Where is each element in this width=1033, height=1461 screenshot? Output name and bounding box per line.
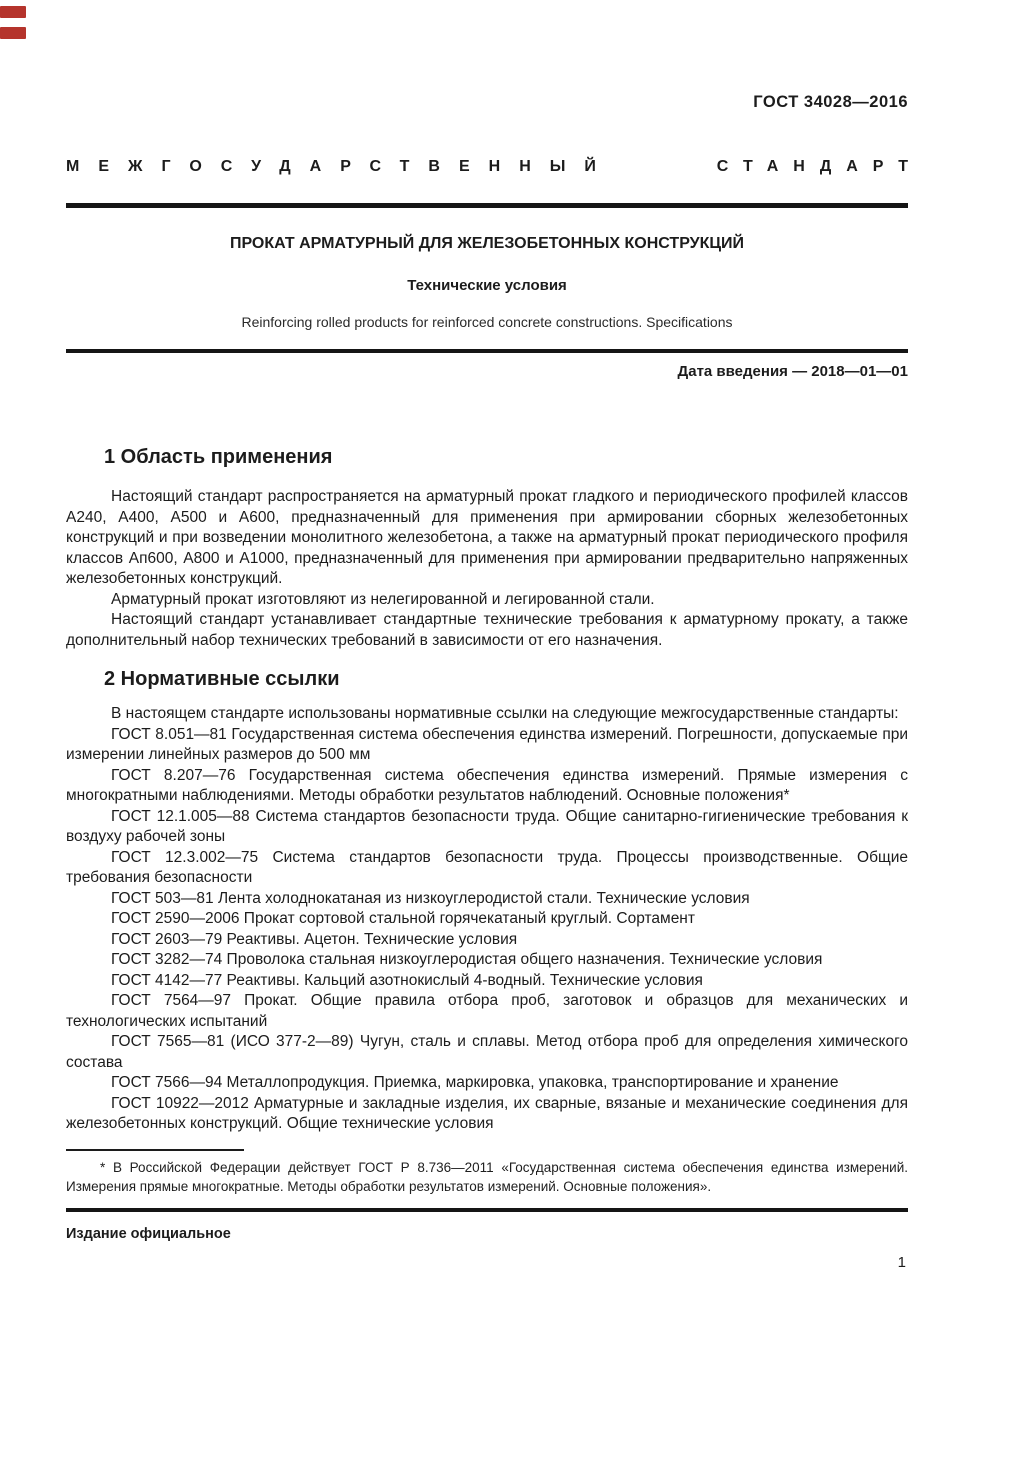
header-divider-rule [66,203,908,208]
section-1-heading: 1 Область применения [104,446,333,468]
scan-artifact-mark [0,27,26,39]
normative-reference: ГОСТ 2590—2006 Прокат сортовой стальной горячекатаный круглый. Сортамент [111,910,695,927]
effective-date: Дата введения — 2018—01—01 [677,363,908,380]
page-content [66,0,923,1271]
scan-artifact-mark [0,6,26,18]
normative-reference: ГОСТ 10922—2012 Арматурные и закладные изделия, их сварные, вязаные и механические соединения для железобетонных конструкций. Общие технические условия [66,1094,908,1132]
normative-reference: ГОСТ 7565—81 (ИСО 377-2—89) Чугун, сталь и сплавы. Метод отбора проб для определения химического состава [66,1033,908,1071]
document-title: ПРОКАТ АРМАТУРНЫЙ ДЛЯ ЖЕЛЕЗОБЕТОННЫХ КОНСТРУКЦИЙ [229,235,745,252]
standard-kind-banner [66,158,923,176]
edition-note: Издание официальное [66,1225,231,1242]
normative-reference: ГОСТ 8.207—76 Государственная система обеспечения единства измерений. Прямые измерения с многократными наблюдениями. Методы обработки результатов наблюдений. Основные положения* [66,766,908,804]
document-title-english: Reinforcing rolled products for reinforced concrete constructions. Specifications [241,314,733,330]
footnote-separator-rule [66,1149,244,1151]
normative-reference: ГОСТ 12.3.002—75 Система стандартов безопасности труда. Процессы производственные. Общие требования безопасности [66,848,908,886]
paragraph: Арматурный прокат изготовляют из нелегированной и легированной стали. [111,590,655,608]
doc-number: ГОСТ 34028—2016 [753,93,908,111]
normative-reference: ГОСТ 3282—74 Проволока стальная низкоуглеродистая общего назначения. Технические условия [111,951,823,968]
section-2-heading: 2 Нормативные ссылки [104,668,340,690]
normative-reference: ГОСТ 7566—94 Металлопродукция. Приемка, маркировка, упаковка, транспортирование и хранение [111,1074,839,1091]
normative-reference: ГОСТ 503—81 Лента холоднокатаная из низкоуглеродистой стали. Технические условия [111,889,750,907]
paragraph: Настоящий стандарт распространяется на арматурный прокат гладкого и периодического профилей классов А240, А400, А500 и А600, предназначенный для применения при армировании сборных железобетонных конструкций и при возведении монолитного железобетона, а также на арматурный прокат периодического профиля классов Ап600, А800 и А1000, предназначенный для применения при армировании предварительно напряженных железобетонных конструкций. [66,488,908,587]
paragraph: Настоящий стандарт устанавливает стандартные технические требования к арматурному прокату, а также дополнительный набор технических требований в зависимости от его назначения. [66,611,908,649]
normative-reference: ГОСТ 7564—97 Прокат. Общие правила отбора проб, заготовок и образцов для механических и технологических испытаний [66,992,908,1030]
paragraph: В настоящем стандарте использованы нормативные ссылки на следующие межгосударственные стандарты: [111,705,899,722]
normative-reference: ГОСТ 4142—77 Реактивы. Кальций азотнокислый 4-водный. Технические условия [111,971,703,989]
footer-divider-rule [66,1208,908,1212]
footnote-text: * В Российской Федерации действует ГОСТ Р 8.736—2011 «Государственная система обеспечения единства измерений. Измерения прямые многократные. Методы обработки результатов измерений. Основные положения». [66,1159,908,1194]
normative-reference: ГОСТ 8.051—81 Государственная система обеспечения единства измерений. Погрешности, допускаемые при измерении линейных размеров до 500 мм [66,725,908,763]
title-divider-rule [66,349,908,353]
normative-reference: ГОСТ 2603—79 Реактивы. Ацетон. Технические условия [111,930,518,948]
normative-reference: ГОСТ 12.1.005—88 Система стандартов безопасности труда. Общие санитарно-гигиенические требования к воздуху рабочей зоны [66,807,908,845]
standard-kind-word-standard: СТАНДАРТ [716,158,923,175]
page-number: 1 [897,1253,906,1271]
document-subtitle: Технические условия [407,277,567,294]
section-2-body [66,704,908,1135]
standard-kind-word-interstate: МЕЖГОСУДАРСТВЕННЫЙ [66,158,615,175]
section-1-body [66,487,908,651]
